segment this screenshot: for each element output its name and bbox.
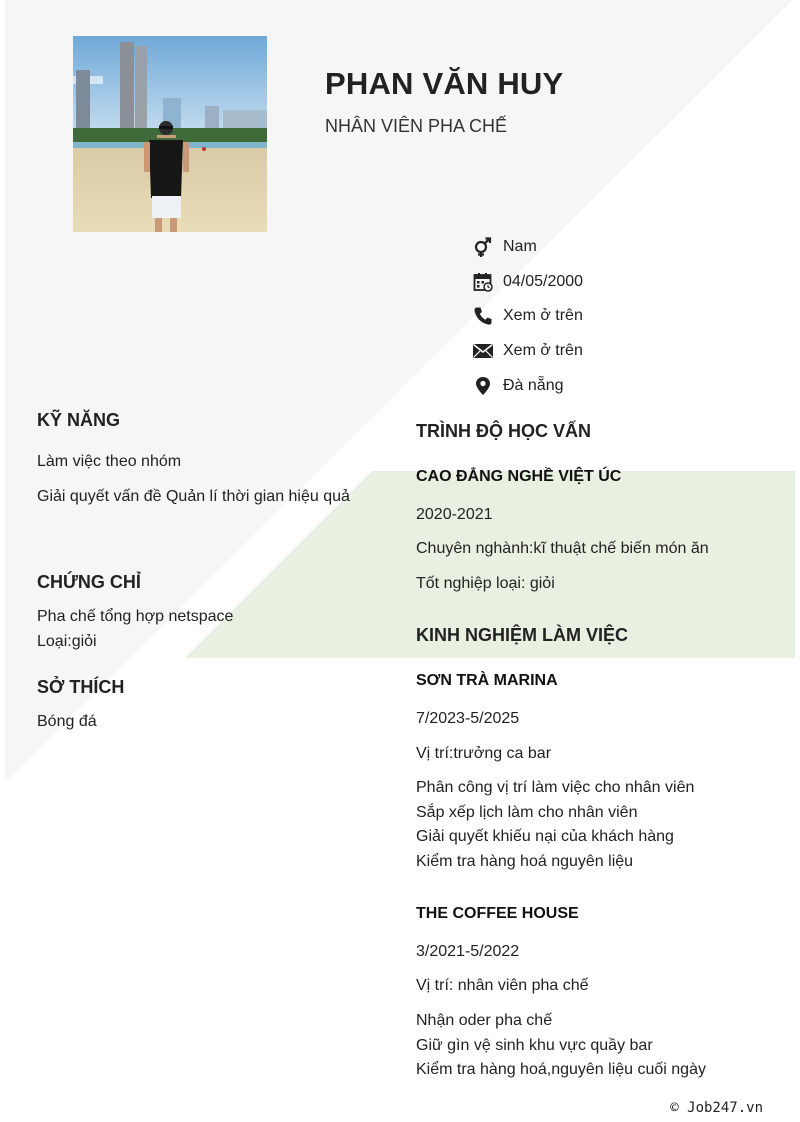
job-duty: Nhận oder pha chế — [416, 1012, 553, 1029]
personal-info — [472, 230, 583, 403]
certificate-grade: Loại:giỏi — [37, 633, 97, 650]
job-title: NHÂN VIÊN PHA CHẾ — [325, 116, 508, 136]
footer-credit: © Job247.vn — [670, 1100, 763, 1116]
job-duty: Giữ gìn vệ sinh khu vực quầy bar — [416, 1036, 653, 1054]
email-value: Xem ở trên — [503, 342, 583, 360]
job-duty: Giải quyết khiếu nại của khách hàng — [416, 828, 674, 845]
info-address — [472, 368, 583, 403]
address-value: Đà nẵng — [503, 376, 564, 394]
job-duty: Kiểm tra hàng hoá,nguyên liệu cuối ngày — [416, 1061, 706, 1078]
hobbies-heading: SỞ THÍCH — [37, 677, 125, 697]
education-period: 2020-2021 — [416, 506, 493, 523]
certificate-name: Pha chế tổng hợp netspace — [37, 608, 234, 625]
job-position: Vị trí: nhân viên pha chế — [416, 977, 589, 994]
email-icon — [472, 340, 494, 362]
gender-icon — [472, 236, 494, 258]
education-major: Chuyên nghành:kĩ thuật chế biến món ăn — [416, 540, 709, 557]
profile-photo — [73, 36, 267, 232]
info-gender — [472, 230, 583, 265]
job-duties — [416, 1009, 706, 1083]
education-heading: TRÌNH ĐỘ HỌC VẤN — [416, 421, 591, 441]
job-position: Vị trí:trưởng ca bar — [416, 745, 552, 762]
info-email — [472, 334, 583, 369]
info-dob — [472, 265, 583, 300]
phone-icon — [472, 305, 494, 327]
certificates-heading: CHỨNG CHỈ — [37, 572, 141, 592]
gender-value: Nam — [503, 238, 537, 256]
skills-heading: KỸ NĂNG — [37, 410, 121, 430]
job-duty: Kiểm tra hàng hoá nguyên liệu — [416, 852, 634, 870]
school-name: CAO ĐẲNG NGHỀ VIỆT ÚC — [416, 468, 622, 485]
job-company: THE COFFEE HOUSE — [416, 905, 579, 922]
candidate-name: PHAN VĂN HUY — [325, 66, 564, 101]
experience-heading: KINH NGHIỆM LÀM VIỆC — [416, 625, 629, 645]
phone-value: Xem ở trên — [503, 307, 583, 325]
location-icon — [472, 375, 494, 397]
job-duty: Sắp xếp lịch làm cho nhân viên — [416, 803, 638, 821]
job-duties — [416, 776, 694, 874]
job-period: 7/2023-5/2025 — [416, 710, 520, 727]
job-duty: Phân công vị trí làm việc cho nhân viên — [416, 779, 695, 796]
job-period: 3/2021-5/2022 — [416, 943, 520, 960]
calendar-icon — [472, 271, 494, 293]
job-company: SƠN TRÀ MARINA — [416, 672, 558, 689]
dob-value: 04/05/2000 — [503, 272, 584, 290]
skill-item: Giải quyết vấn đề Quản lí thời gian hiệu quả — [37, 488, 350, 505]
skill-item: Làm việc theo nhóm — [37, 453, 182, 470]
hobby-item: Bóng đá — [37, 713, 97, 730]
info-phone — [472, 299, 583, 334]
education-grade: Tốt nghiệp loại: giỏi — [416, 575, 555, 592]
